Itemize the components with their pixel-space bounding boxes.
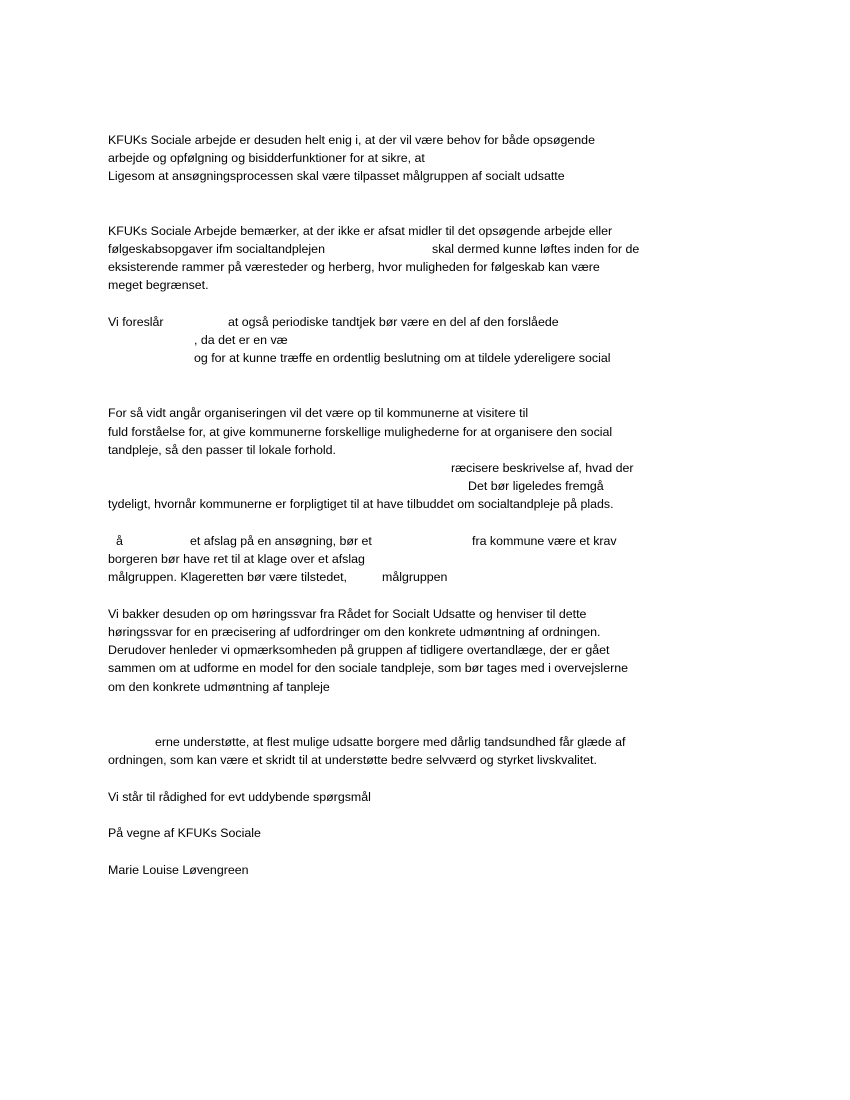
text-line: Ligesom at ansøgningsprocessen skal være tilpasset målgruppen af socialt udsatte — [108, 169, 565, 183]
text-line: KFUKs Sociale arbejde er desuden helt enig i, at der vil være behov for både opsøgende — [108, 133, 595, 147]
text-line: skal dermed kunne løftes inden for de — [432, 242, 640, 256]
text-line: For så vidt angår organiseringen vil det være op til kommunerne at visitere til — [108, 406, 529, 420]
text-line: borgeren bør have ret til at klage over et afslag — [108, 552, 365, 566]
text-line: at også periodiske tandtjek bør være en del af den forslåede — [228, 315, 559, 329]
text-line: meget begrænset. — [108, 278, 209, 292]
text-line: ordningen, som kan være et skridt til at understøtte bedre selvværd og styrket livskvalitet. — [108, 753, 597, 767]
text-line: Derudover henleder vi opmærksomheden på gruppen af tidligere overtandlæge, der er gået — [108, 643, 610, 657]
text-line: ræcisere beskrivelse af, hvad der — [451, 461, 634, 475]
text-line: målgruppen — [382, 570, 448, 584]
text-line: fuld forståelse for, at give kommunerne forskellige mulighederne for at organisere den social — [108, 425, 613, 439]
text-line: følgeskabsopgaver ifm socialtandplejen — [108, 242, 325, 256]
text-line: Vi står til rådighed for evt uddybende spørgsmål — [108, 790, 371, 804]
text-line: om den konkrete udmøntning af tanpleje — [108, 680, 330, 694]
text-line: erne understøtte, at flest mulige udsatte borgere med dårlig tandsundhed får glæde af — [155, 735, 626, 749]
text-line: arbejde og opfølgning og bisidderfunktioner for at sikre, at — [108, 151, 425, 165]
text-line: og for at kunne træffe en ordentlig beslutning om at tildele ydereligere social — [194, 351, 611, 365]
text-line: høringssvar for en præcisering af udfordringer om den konkrete udmøntning af ordningen. — [108, 625, 601, 639]
text-line: sammen om at udforme en model for den sociale tandpleje, som bør tages med i overvejslerne — [108, 661, 628, 675]
text-line: Vi bakker desuden op om høringssvar fra Rådet for Socialt Udsatte og henviser til dette — [108, 607, 587, 621]
text-line: Vi foreslår — [108, 315, 164, 329]
text-line: Det bør ligeledes fremgå — [468, 479, 604, 493]
signature-name: Marie Louise Løvengreen — [108, 863, 249, 877]
text-line: et afslag på en ansøgning, bør et — [190, 534, 372, 548]
text-line: å — [116, 534, 123, 548]
text-line: eksisterende rammer på væresteder og herberg, hvor muligheden for følgeskab kan være — [108, 260, 600, 274]
text-line: KFUKs Sociale Arbejde bemærker, at der ikke er afsat midler til det opsøgende arbejde eller — [108, 224, 613, 238]
text-line: , da det er en væ — [194, 333, 288, 347]
text-line: tydeligt, hvornår kommunerne er forpligtiget til at have tilbuddet om socialtandpleje på plads. — [108, 497, 614, 511]
text-line: målgruppen. Klageretten bør være tilstedet, — [108, 570, 347, 584]
text-line: fra kommune være et krav — [472, 534, 617, 548]
text-line: tandpleje, så den passer til lokale forhold. — [108, 443, 336, 457]
text-line: På vegne af KFUKs Sociale — [108, 826, 261, 840]
